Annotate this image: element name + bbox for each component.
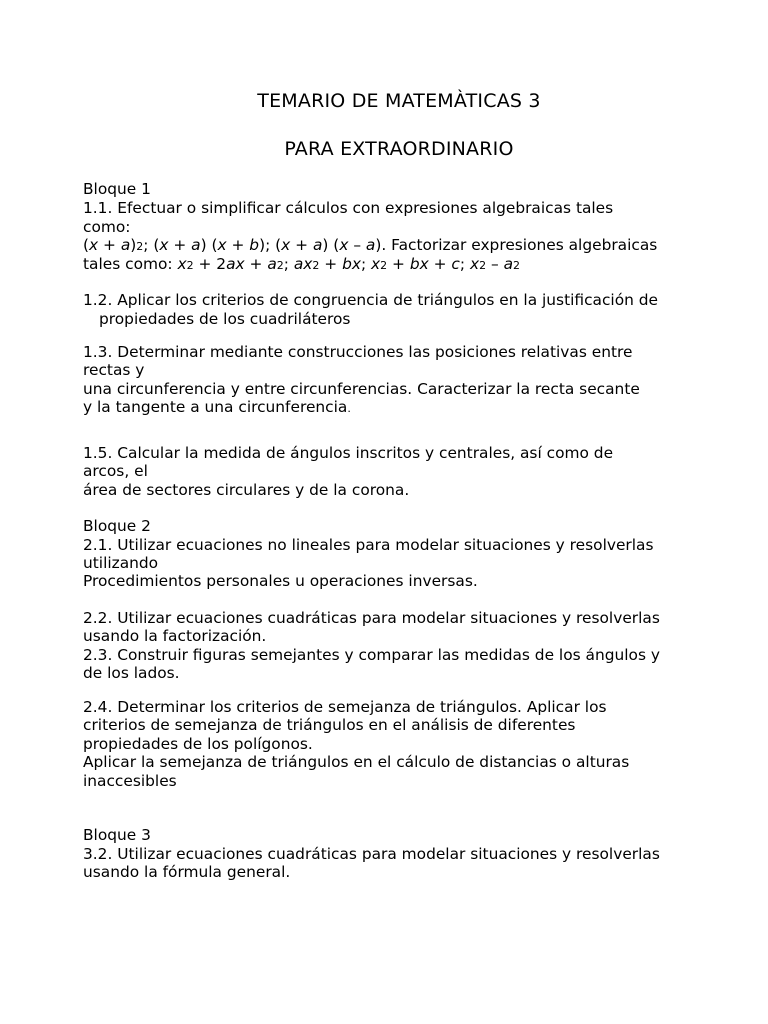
item-2-4-line-2: criterios de semejanza de triángulos en el análisis de diferentes [83,716,576,734]
item-2-3-line-2: de los lados. [83,664,180,682]
item-2-4-line-3: propiedades de los polígonos. [83,735,313,753]
item-1-3-line-4: y la tangente a una circunferencia. [83,398,351,416]
item-2-1-line-3: Procedimientos personales u operaciones inversas. [83,572,478,590]
item-1-1-line-4: tales como: x2 + 2ax + a2; ax2 + bx; x2 + bx + c; x2 – a2 [83,255,520,273]
document-subtitle: PARA EXTRAORDINARIO [284,138,514,160]
item-1-3-line-2: rectas y [83,361,145,379]
item-2-4-line-4: Aplicar la semejanza de triángulos en el cálculo de distancias o alturas [83,753,630,771]
item-1-1-line-2: como: [83,218,131,236]
item-1-5-line-2: arcos, el [83,462,148,480]
item-1-1-line-3: (x + a)2; (x + a) (x + b); (x + a) (x – a). Factorizar expresiones algebraicas [83,236,658,254]
item-3-2-line-2: usando la fórmula general. [83,863,291,881]
item-1-3-line-3: una circunferencia y entre circunferencias. Caracterizar la recta secante [83,380,640,398]
item-2-2-line-1: 2.2. Utilizar ecuaciones cuadráticas para modelar situaciones y resolverlas [83,609,660,627]
item-1-5-line-1: 1.5. Calcular la medida de ángulos inscritos y centrales, así como de [83,444,614,462]
item-1-1-line-1: 1.1. Efectuar o simplificar cálculos con expresiones algebraicas tales [83,199,614,217]
block-2-heading: Bloque 2 [83,517,151,535]
item-1-3-line-1: 1.3. Determinar mediante construcciones las posiciones relativas entre [83,343,633,361]
item-1-2-line-1: 1.2. Aplicar los criterios de congruencia de triángulos en la justificación de [83,291,659,309]
item-2-4-line-1: 2.4. Determinar los criterios de semejanza de triángulos. Aplicar los [83,698,607,716]
item-2-2-line-2: usando la factorización. [83,627,267,645]
item-2-4-line-5: inaccesibles [83,772,177,790]
item-3-2-line-1: 3.2. Utilizar ecuaciones cuadráticas para modelar situaciones y resolverlas [83,845,660,863]
block-1-heading: Bloque 1 [83,180,151,198]
item-1-2-line-2: propiedades de los cuadriláteros [99,310,351,328]
block-3-heading: Bloque 3 [83,826,151,844]
item-2-1-line-1: 2.1. Utilizar ecuaciones no lineales para modelar situaciones y resolverlas [83,536,654,554]
item-1-5-line-3: área de sectores circulares y de la corona. [83,481,410,499]
item-2-1-line-2: utilizando [83,554,159,572]
document-title: TEMARIO DE MATEMÀTICAS 3 [257,90,541,112]
item-2-3-line-1: 2.3. Construir figuras semejantes y comparar las medidas de los ángulos y [83,646,660,664]
